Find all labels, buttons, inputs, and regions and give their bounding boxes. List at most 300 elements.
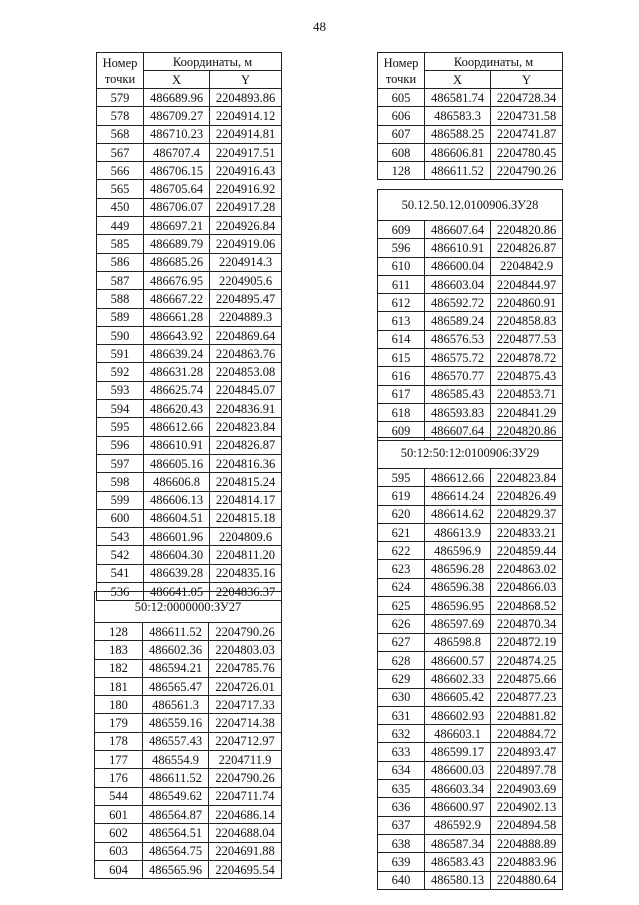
y-coordinate-cell: 2204916.43: [210, 162, 282, 180]
y-coordinate-cell: 2204916.92: [210, 180, 282, 198]
x-coordinate-cell: 486549.62: [143, 787, 209, 805]
y-coordinate-cell: 2204823.84: [210, 418, 282, 436]
y-coordinate-cell: 2204780.45: [491, 143, 563, 161]
table-row: [97, 235, 282, 253]
x-coordinate-cell: 486600.03: [425, 761, 491, 779]
table-row: [95, 787, 282, 805]
table-row: [95, 805, 282, 823]
point-number-cell: 628: [378, 651, 425, 669]
point-number-cell: 594: [97, 400, 144, 418]
table-row: [95, 860, 282, 878]
point-number-cell: 598: [97, 473, 144, 491]
point-number-cell: 612: [378, 294, 425, 312]
x-coordinate-cell: 486605.42: [425, 688, 491, 706]
x-coordinate-cell: 486589.24: [425, 312, 491, 330]
table-row: [95, 714, 282, 732]
x-coordinate-cell: 486557.43: [143, 732, 209, 750]
point-number-cell: 627: [378, 633, 425, 651]
point-number-cell: 578: [97, 107, 144, 125]
table-row: [378, 615, 563, 633]
point-number-cell: 542: [97, 546, 144, 564]
table-row: [378, 798, 563, 816]
point-number-cell: 638: [378, 834, 425, 852]
table-row: [95, 659, 282, 677]
y-coordinate-cell: 2204836.91: [210, 400, 282, 418]
point-number-cell: 616: [378, 367, 425, 385]
y-coordinate-cell: 2204826.87: [491, 239, 563, 257]
x-coordinate-cell: 486606.8: [144, 473, 210, 491]
x-coordinate-cell: 486585.43: [425, 385, 491, 403]
y-coordinate-cell: 2204889.3: [210, 308, 282, 326]
y-coordinate-cell: 2204815.18: [210, 509, 282, 527]
table-row: [97, 143, 282, 161]
point-number-cell: 621: [378, 523, 425, 541]
x-coordinate-cell: 486592.72: [425, 294, 491, 312]
x-coordinate-cell: 486607.64: [425, 221, 491, 239]
point-number-header: Номер точки: [97, 53, 144, 89]
x-coordinate-cell: 486592.9: [425, 816, 491, 834]
y-coordinate-cell: 2204823.84: [491, 469, 563, 487]
table-row: [97, 89, 282, 107]
table-row: [97, 308, 282, 326]
point-number-cell: 619: [378, 487, 425, 505]
y-coordinate-cell: 2204711.74: [209, 787, 282, 805]
x-coordinate-cell: 486602.33: [425, 670, 491, 688]
point-number-cell: 128: [378, 162, 425, 180]
x-coordinate-cell: 486603.1: [425, 725, 491, 743]
table-row: [378, 349, 563, 367]
point-number-cell: 565: [97, 180, 144, 198]
point-number-cell: 179: [95, 714, 143, 732]
y-coordinate-cell: 2204790.26: [209, 623, 282, 641]
x-coordinate-cell: 486587.34: [425, 834, 491, 852]
point-number-cell: 605: [378, 89, 425, 107]
point-number-cell: 624: [378, 578, 425, 596]
table-row: [378, 542, 563, 560]
y-coordinate-cell: 2204711.9: [209, 751, 282, 769]
x-coordinate-cell: 486707.4: [144, 143, 210, 161]
table-row: [97, 345, 282, 363]
point-number-cell: 183: [95, 641, 143, 659]
x-coordinate-cell: 486685.26: [144, 253, 210, 271]
table-row: [97, 528, 282, 546]
y-coordinate-cell: 2204842.9: [491, 257, 563, 275]
point-number-cell: 180: [95, 696, 143, 714]
x-coordinate-cell: 486602.36: [143, 641, 209, 659]
x-coordinate-cell: 486614.62: [425, 505, 491, 523]
point-number-cell: 587: [97, 271, 144, 289]
table-row: [97, 564, 282, 582]
point-number-cell: 639: [378, 853, 425, 871]
point-number-cell: 623: [378, 560, 425, 578]
table-row: [97, 454, 282, 472]
y-coordinate-cell: 2204870.34: [491, 615, 563, 633]
point-number-cell: 609: [378, 422, 425, 440]
x-coordinate-cell: 486607.64: [425, 422, 491, 440]
x-coordinate-cell: 486596.28: [425, 560, 491, 578]
point-number-cell: 600: [97, 509, 144, 527]
point-number-cell: 631: [378, 706, 425, 724]
point-number-cell: 595: [378, 469, 425, 487]
point-number-cell: 602: [95, 824, 143, 842]
y-coordinate-cell: 2204917.28: [210, 198, 282, 216]
table-row: [378, 312, 563, 330]
point-number-cell: 618: [378, 403, 425, 421]
table-row: [378, 853, 563, 871]
table-row: [95, 696, 282, 714]
x-coordinate-cell: 486554.9: [143, 751, 209, 769]
point-number-cell: 640: [378, 871, 425, 889]
y-coordinate-cell: 2204914.12: [210, 107, 282, 125]
y-coordinate-cell: 2204903.69: [491, 780, 563, 798]
y-coordinate-cell: 2204877.23: [491, 688, 563, 706]
y-coordinate-cell: 2204790.26: [209, 769, 282, 787]
y-coordinate-cell: 2204897.78: [491, 761, 563, 779]
table-row: [97, 509, 282, 527]
table-row: [378, 633, 563, 651]
x-coordinate-cell: 486564.75: [143, 842, 209, 860]
table-row: [97, 473, 282, 491]
table-row: [378, 275, 563, 293]
y-coordinate-cell: 2204826.87: [210, 436, 282, 454]
point-number-cell: 595: [97, 418, 144, 436]
point-number-cell: 606: [378, 107, 425, 125]
y-coordinate-cell: 2204883.96: [491, 853, 563, 871]
y-coordinate-cell: 2204917.51: [210, 143, 282, 161]
x-coordinate-cell: 486600.04: [425, 257, 491, 275]
parcel-title: 50.12.50.12.0100906.ЗУ28: [378, 190, 563, 221]
table-row: [378, 706, 563, 724]
table-row: [97, 418, 282, 436]
table-row: [378, 385, 563, 403]
table-row: [378, 125, 563, 143]
point-number-cell: 566: [97, 162, 144, 180]
y-coordinate-cell: 2204741.87: [491, 125, 563, 143]
table-row: [97, 253, 282, 271]
x-coordinate-cell: 486600.97: [425, 798, 491, 816]
x-coordinate-cell: 486596.95: [425, 597, 491, 615]
parcel-title: 50:12:50:12:0100906:ЗУ29: [378, 438, 563, 469]
y-coordinate-cell: 2204790.26: [491, 162, 563, 180]
table-row: [95, 732, 282, 750]
y-coordinate-cell: 2204829.37: [491, 505, 563, 523]
x-coordinate-cell: 486676.95: [144, 271, 210, 289]
table-row: [95, 751, 282, 769]
x-coordinate-cell: 486564.51: [143, 824, 209, 842]
point-number-cell: 613: [378, 312, 425, 330]
y-coordinate-cell: 2204902.13: [491, 798, 563, 816]
x-coordinate-cell: 486575.72: [425, 349, 491, 367]
point-number-cell: 622: [378, 542, 425, 560]
table-row: [378, 162, 563, 180]
x-coordinate-cell: 486611.52: [425, 162, 491, 180]
coordinates-table-zu29: [377, 437, 563, 890]
coordinates-table-zu27: [94, 591, 282, 879]
point-number-cell: 593: [97, 381, 144, 399]
x-coordinate-cell: 486601.96: [144, 528, 210, 546]
x-coordinate-cell: 486611.52: [143, 623, 209, 641]
table-row: [97, 162, 282, 180]
table-row: [95, 677, 282, 695]
y-coordinate-cell: 2204835.16: [210, 564, 282, 582]
y-coordinate-cell: 2204926.84: [210, 217, 282, 235]
y-coordinate-cell: 2204878.72: [491, 349, 563, 367]
y-coordinate-cell: 2204695.54: [209, 860, 282, 878]
y-coordinate-cell: 2204893.47: [491, 743, 563, 761]
x-coordinate-cell: 486603.04: [425, 275, 491, 293]
y-coordinate-cell: 2204905.6: [210, 271, 282, 289]
x-coordinate-cell: 486570.77: [425, 367, 491, 385]
y-header: Y: [491, 71, 563, 89]
x-coordinate-cell: 486610.91: [144, 436, 210, 454]
table-row: [378, 469, 563, 487]
x-coordinate-cell: 486588.25: [425, 125, 491, 143]
table-row: [378, 597, 563, 615]
coordinates-table-1: [96, 52, 282, 601]
x-coordinate-cell: 486596.38: [425, 578, 491, 596]
coordinates-header: Координаты, м: [425, 53, 563, 71]
y-coordinate-cell: 2204816.36: [210, 454, 282, 472]
y-coordinate-cell: 2204868.52: [491, 597, 563, 615]
x-coordinate-cell: 486709.27: [144, 107, 210, 125]
table-row: [97, 363, 282, 381]
table-row: [378, 107, 563, 125]
x-coordinate-cell: 486583.3: [425, 107, 491, 125]
x-coordinate-cell: 486689.79: [144, 235, 210, 253]
x-coordinate-cell: 486594.21: [143, 659, 209, 677]
point-number-cell: 617: [378, 385, 425, 403]
x-coordinate-cell: 486697.21: [144, 217, 210, 235]
table-row: [97, 491, 282, 509]
y-coordinate-cell: 2204820.86: [491, 221, 563, 239]
table-row: [378, 651, 563, 669]
point-number-cell: 128: [95, 623, 143, 641]
point-number-cell: 626: [378, 615, 425, 633]
point-number-cell: 181: [95, 677, 143, 695]
table-row: [97, 290, 282, 308]
table-row: [378, 143, 563, 161]
point-number-cell: 596: [378, 239, 425, 257]
table-row: [378, 257, 563, 275]
y-header: Y: [210, 71, 282, 89]
point-number-cell: 567: [97, 143, 144, 161]
point-number-cell: 625: [378, 597, 425, 615]
x-coordinate-cell: 486604.30: [144, 546, 210, 564]
page-number: 48: [313, 19, 326, 34]
table-row: [378, 403, 563, 421]
y-coordinate-cell: 2204809.6: [210, 528, 282, 546]
y-coordinate-cell: 2204826.49: [491, 487, 563, 505]
y-coordinate-cell: 2204731.58: [491, 107, 563, 125]
table-row: [378, 743, 563, 761]
y-coordinate-cell: 2204919.06: [210, 235, 282, 253]
point-number-cell: 541: [97, 564, 144, 582]
table-row: [97, 546, 282, 564]
point-number-cell: 591: [97, 345, 144, 363]
point-number-cell: 450: [97, 198, 144, 216]
point-number-cell: 630: [378, 688, 425, 706]
point-number-cell: 599: [97, 491, 144, 509]
x-coordinate-cell: 486606.13: [144, 491, 210, 509]
x-coordinate-cell: 486593.83: [425, 403, 491, 421]
y-coordinate-cell: 2204858.83: [491, 312, 563, 330]
y-coordinate-cell: 2204884.72: [491, 725, 563, 743]
point-number-cell: 609: [378, 221, 425, 239]
x-coordinate-cell: 486561.3: [143, 696, 209, 714]
y-coordinate-cell: 2204844.97: [491, 275, 563, 293]
y-coordinate-cell: 2204881.82: [491, 706, 563, 724]
y-coordinate-cell: 2204863.76: [210, 345, 282, 363]
y-coordinate-cell: 2204860.91: [491, 294, 563, 312]
x-coordinate-cell: 486612.66: [144, 418, 210, 436]
x-coordinate-cell: 486641.05: [144, 583, 210, 601]
x-coordinate-cell: 486581.74: [425, 89, 491, 107]
point-number-cell: 633: [378, 743, 425, 761]
point-number-cell: 177: [95, 751, 143, 769]
point-number-cell: 536: [97, 583, 144, 601]
y-coordinate-cell: 2204811.20: [210, 546, 282, 564]
x-coordinate-cell: 486667.22: [144, 290, 210, 308]
x-coordinate-cell: 486612.66: [425, 469, 491, 487]
table-row: [97, 198, 282, 216]
table-row: [97, 326, 282, 344]
point-number-cell: 634: [378, 761, 425, 779]
x-header: X: [425, 71, 491, 89]
y-coordinate-cell: 2204880.64: [491, 871, 563, 889]
x-coordinate-cell: 486661.28: [144, 308, 210, 326]
y-coordinate-cell: 2204874.25: [491, 651, 563, 669]
y-coordinate-cell: 2204820.86: [491, 422, 563, 440]
table-row: [97, 400, 282, 418]
point-number-cell: 568: [97, 125, 144, 143]
point-number-header: Номер точки: [378, 53, 425, 89]
x-coordinate-cell: 486596.9: [425, 542, 491, 560]
point-number-cell: 601: [95, 805, 143, 823]
point-number-cell: 592: [97, 363, 144, 381]
x-coordinate-cell: 486705.64: [144, 180, 210, 198]
x-coordinate-cell: 486602.93: [425, 706, 491, 724]
table-row: [95, 623, 282, 641]
x-coordinate-cell: 486706.15: [144, 162, 210, 180]
point-number-cell: 590: [97, 326, 144, 344]
point-number-cell: 588: [97, 290, 144, 308]
table-row: [378, 834, 563, 852]
x-coordinate-cell: 486620.43: [144, 400, 210, 418]
x-coordinate-cell: 486639.24: [144, 345, 210, 363]
x-coordinate-cell: 486580.13: [425, 871, 491, 889]
x-coordinate-cell: 486565.96: [143, 860, 209, 878]
y-coordinate-cell: 2204866.03: [491, 578, 563, 596]
point-number-cell: 544: [95, 787, 143, 805]
table-row: [378, 330, 563, 348]
y-coordinate-cell: 2204875.66: [491, 670, 563, 688]
y-coordinate-cell: 2204728.34: [491, 89, 563, 107]
point-number-cell: 449: [97, 217, 144, 235]
point-number-cell: 182: [95, 659, 143, 677]
y-coordinate-cell: 2204815.24: [210, 473, 282, 491]
y-coordinate-cell: 2204888.89: [491, 834, 563, 852]
point-number-cell: 176: [95, 769, 143, 787]
y-coordinate-cell: 2204845.07: [210, 381, 282, 399]
y-coordinate-cell: 2204877.53: [491, 330, 563, 348]
x-coordinate-cell: 486597.69: [425, 615, 491, 633]
x-coordinate-cell: 486598.8: [425, 633, 491, 651]
y-coordinate-cell: 2204833.21: [491, 523, 563, 541]
x-coordinate-cell: 486603.34: [425, 780, 491, 798]
parcel-title: 50:12:0000000:ЗУ27: [95, 592, 282, 623]
point-number-cell: 596: [97, 436, 144, 454]
table-row: [378, 487, 563, 505]
table-row: [97, 180, 282, 198]
y-coordinate-cell: 2204712.97: [209, 732, 282, 750]
table-row: [95, 824, 282, 842]
y-coordinate-cell: 2204853.08: [210, 363, 282, 381]
y-coordinate-cell: 2204814.17: [210, 491, 282, 509]
table-row: [378, 871, 563, 889]
y-coordinate-cell: 2204914.81: [210, 125, 282, 143]
x-coordinate-cell: 486710.23: [144, 125, 210, 143]
y-coordinate-cell: 2204893.86: [210, 89, 282, 107]
y-coordinate-cell: 2204836.37: [210, 583, 282, 601]
point-number-cell: 614: [378, 330, 425, 348]
x-coordinate-cell: 486611.52: [143, 769, 209, 787]
table-row: [97, 381, 282, 399]
point-number-cell: 620: [378, 505, 425, 523]
x-coordinate-cell: 486631.28: [144, 363, 210, 381]
y-coordinate-cell: 2204872.19: [491, 633, 563, 651]
x-coordinate-cell: 486610.91: [425, 239, 491, 257]
x-coordinate-cell: 486600.57: [425, 651, 491, 669]
x-coordinate-cell: 486606.81: [425, 143, 491, 161]
table-row: [378, 505, 563, 523]
y-coordinate-cell: 2204914.3: [210, 253, 282, 271]
table-row: [378, 725, 563, 743]
point-number-cell: 637: [378, 816, 425, 834]
table-row: [95, 769, 282, 787]
x-coordinate-cell: 486599.17: [425, 743, 491, 761]
point-number-cell: 585: [97, 235, 144, 253]
point-number-cell: 635: [378, 780, 425, 798]
table-row: [97, 436, 282, 454]
table-row: [378, 294, 563, 312]
table-row: [97, 271, 282, 289]
point-number-cell: 636: [378, 798, 425, 816]
x-coordinate-cell: 486689.96: [144, 89, 210, 107]
x-coordinate-cell: 486583.43: [425, 853, 491, 871]
y-coordinate-cell: 2204726.01: [209, 677, 282, 695]
y-coordinate-cell: 2204853.71: [491, 385, 563, 403]
point-number-cell: 610: [378, 257, 425, 275]
coordinates-table-2: [377, 52, 563, 180]
point-number-cell: 604: [95, 860, 143, 878]
point-number-cell: 611: [378, 275, 425, 293]
y-coordinate-cell: 2204803.03: [209, 641, 282, 659]
x-coordinate-cell: 486706.07: [144, 198, 210, 216]
x-coordinate-cell: 486613.9: [425, 523, 491, 541]
table-row: [378, 816, 563, 834]
point-number-cell: 579: [97, 89, 144, 107]
point-number-cell: 607: [378, 125, 425, 143]
point-number-cell: 629: [378, 670, 425, 688]
y-coordinate-cell: 2204859.44: [491, 542, 563, 560]
table-row: [378, 221, 563, 239]
point-number-cell: 603: [95, 842, 143, 860]
table-row: [378, 761, 563, 779]
table-row: [378, 367, 563, 385]
y-coordinate-cell: 2204691.88: [209, 842, 282, 860]
point-number-cell: 586: [97, 253, 144, 271]
table-row: [378, 688, 563, 706]
